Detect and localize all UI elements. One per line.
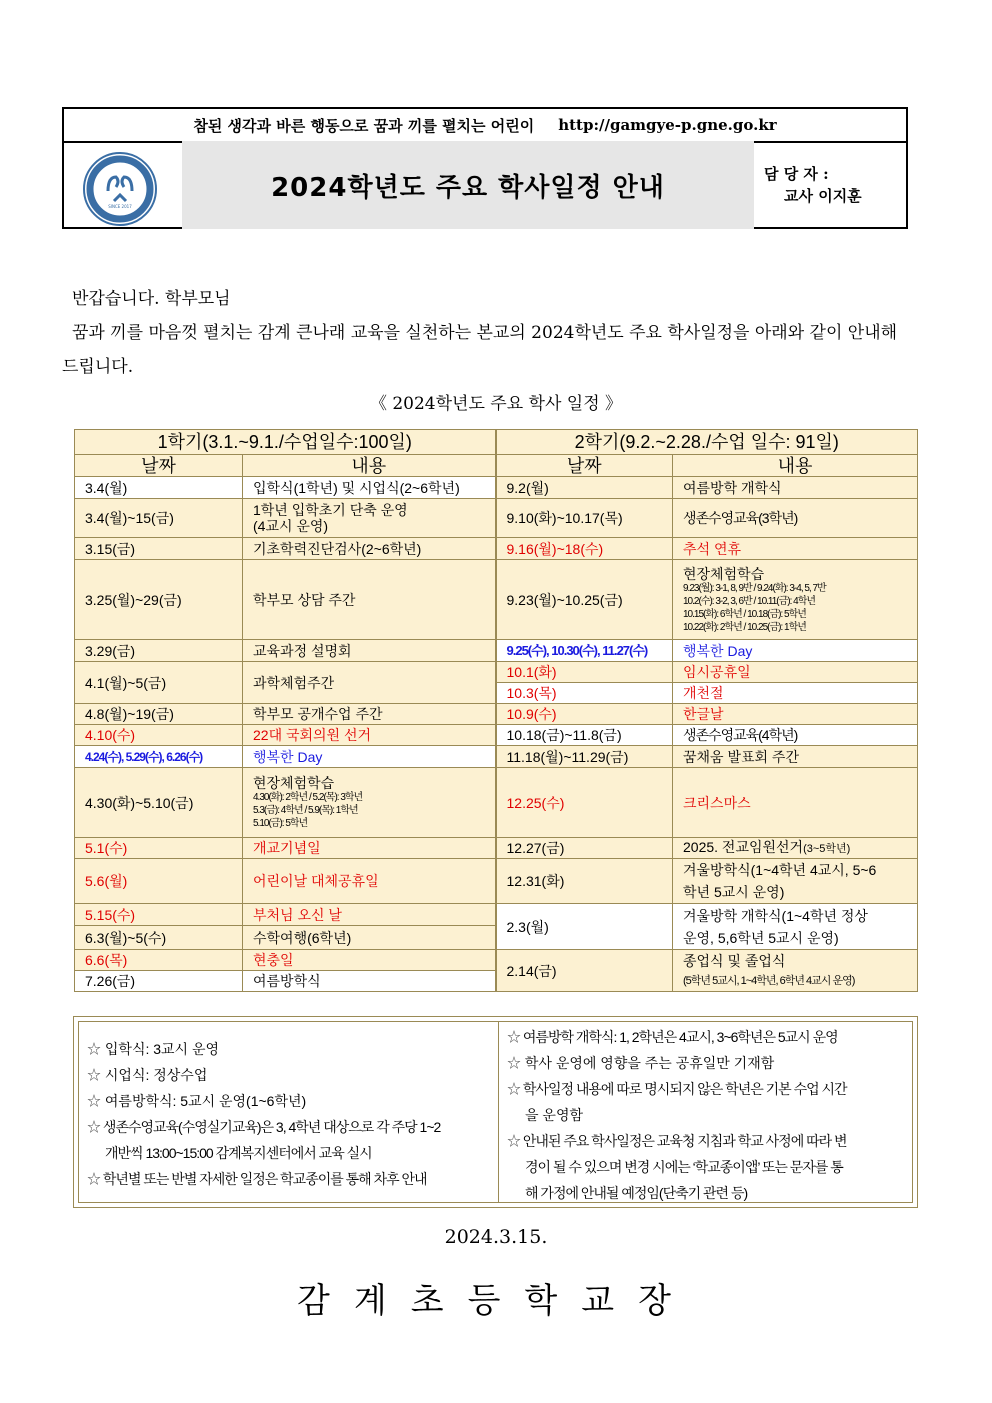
table-cell-content: 부처님 오신 날: [243, 904, 496, 926]
note-item: 을 운영함: [525, 1107, 583, 1123]
col-date-header: 날짜: [496, 455, 673, 477]
table-cell-content: 행복한 Day: [243, 746, 496, 768]
school-url[interactable]: http://gamgye-p.gne.go.kr: [558, 116, 777, 134]
signature-line: 감계초등학교장: [297, 1281, 695, 1321]
table-cell-date: 4.30(화)~5.10(금): [75, 768, 243, 838]
table-cell-content: 종업식 및 졸업식 (5학년 5교시, 1~4학년, 6학년 4교시 운영): [673, 950, 918, 992]
note-item: ☆ 시업식: 정상수업: [87, 1067, 208, 1083]
table-cell-content: 꿈채움 발표회 주간: [673, 746, 918, 768]
note-item: 해 가정에 안내될 예정임(단축기 관련 등): [525, 1185, 748, 1201]
schedule-title: 《 2024학년도 주요 학사 일정 》: [369, 394, 623, 414]
table-cell-content: 1학년 입학초기 단축 운영 (4교시 운영): [243, 499, 496, 538]
table-cell-date: 3.15(금): [75, 538, 243, 560]
table-cell-content: 과학체험주간: [243, 662, 496, 704]
motto-text: 참된 생각과 바른 행동으로 꿈과 끼를 펼치는 어린이: [193, 116, 535, 135]
table-cell-date: 10.9(수): [496, 704, 673, 725]
table-cell-date: 4.10(수): [75, 725, 243, 746]
table-cell-content: 교육과정 설명회: [243, 640, 496, 662]
table-cell-date: 9.23(월)~10.25(금): [496, 560, 673, 640]
note-item: ☆ 학사일정 내용에 따로 명시되지 않은 학년은 기본 수업 시간: [507, 1081, 847, 1097]
note-item: ☆ 생존수영교육(수영실기교육)은 3, 4학년 대상으로 각 주당 1~2: [87, 1119, 441, 1135]
table-cell-content: 기초학력진단검사(2~6학년): [243, 538, 496, 560]
table-cell-content: 현충일: [243, 950, 496, 971]
table-cell-content: 생존수영교육(4학년): [673, 725, 918, 746]
note-item: ☆ 입학식: 3교시 운영: [87, 1041, 220, 1057]
notes-right: [499, 1022, 912, 1202]
note-item: ☆ 학사 운영에 영향을 주는 공휴일만 기재함: [507, 1055, 775, 1071]
table-cell-content: 생존수영교육(3학년): [673, 499, 918, 538]
table-cell-content: 행복한 Day: [673, 640, 918, 662]
table-cell-date: 3.25(월)~29(금): [75, 560, 243, 640]
motto-bar: [64, 109, 906, 143]
table-cell-content: 현장체험학습 9.23(월): 3-1, 8, 9반 / 9.24(화): 3-4, 5, 7반 10.2(수): 3-2, 3, 6반 / 10.11(금): 4학년 10.15(화): 6학년 / 10.18(금): 5학년 10.22(화): 2학년 / 10.25(금): 1학년: [673, 560, 918, 640]
table-cell-content: 입학식(1학년) 및 시업식(2~6학년): [243, 477, 496, 499]
table-cell-content: 여름방학 개학식: [673, 477, 918, 499]
table-cell-date: 5.15(수): [75, 904, 243, 926]
intro-text: [62, 282, 912, 384]
table-cell-date: 2.3(월): [496, 904, 673, 950]
greeting: 반갑습니다. 학부모님: [72, 289, 231, 309]
note-item: 경이 될 수 있으며 변경 시에는 ‘학교종이앱’ 또는 문자를 통: [525, 1159, 843, 1175]
header-box: [62, 107, 908, 229]
table-cell-date: 12.25(수): [496, 768, 673, 838]
table-cell-content: 수학여행(6학년): [243, 926, 496, 950]
manager-info: [764, 163, 862, 207]
table-cell-date: 6.6(목): [75, 950, 243, 971]
col-date-header: 날짜: [75, 455, 243, 477]
manager-label: 담 당 자 :: [764, 165, 829, 183]
schedule-table: [74, 429, 918, 992]
table-cell-date: 3.4(월): [75, 477, 243, 499]
table-cell-content: 크리스마스: [673, 768, 918, 838]
semester2-header: 2학기(9.2.~2.28./수업 일수: 91일): [496, 430, 918, 455]
table-cell-date: 4.8(월)~19(금): [75, 704, 243, 725]
note-item: ☆ 안내된 주요 학사일정은 교육청 지침과 학교 사정에 따라 변: [507, 1133, 847, 1149]
table-cell-date: 12.27(금): [496, 838, 673, 859]
intro-body: 꿈과 끼를 마음껏 펼치는 감계 큰나래 교육을 실천하는 본교의 2024학년도 주요 학사일정을 아래와 같이 안내해 드립니다.: [62, 323, 898, 377]
table-cell-content: 22대 국회의원 선거: [243, 725, 496, 746]
table-cell-date: 4.24(수), 5.29(수), 6.26(수): [75, 746, 243, 768]
table-cell-content: 임시공휴일: [673, 662, 918, 683]
table-cell-date: 5.6(월): [75, 859, 243, 904]
table-cell-date: 11.18(월)~11.29(금): [496, 746, 673, 768]
col-content-header: 내용: [673, 455, 918, 477]
table-cell-content: 학부모 상담 주간: [243, 560, 496, 640]
table-cell-date: 2.14(금): [496, 950, 673, 992]
notes-box: [73, 1016, 918, 1208]
table-cell-date: 7.26(금): [75, 971, 243, 992]
table-cell-date: 9.10(화)~10.17(목): [496, 499, 673, 538]
table-cell-date: 10.18(금)~11.8(금): [496, 725, 673, 746]
table-cell-date: 9.2(월): [496, 477, 673, 499]
table-cell-date: 4.1(월)~5(금): [75, 662, 243, 704]
table-cell-content: 한글날: [673, 704, 918, 725]
notes-left: [79, 1022, 499, 1202]
note-item: ☆ 여름방학 개학식: 1, 2학년은 4교시, 3~6학년은 5교시 운영: [507, 1029, 838, 1045]
table-cell-content: 겨울방학 개학식(1~4학년 정상 운영, 5,6학년 5교시 운영): [673, 904, 918, 950]
col-content-header: 내용: [243, 455, 496, 477]
table-cell-content: 2025. 전교임원선거(3~5학년): [673, 838, 918, 859]
table-cell-content: 겨울방학식(1~4학년 4교시, 5~6 학년 5교시 운영): [673, 859, 918, 904]
table-cell-content: 학부모 공개수업 주간: [243, 704, 496, 725]
table-cell-date: 10.1(화): [496, 662, 673, 683]
table-cell-content: 어린이날 대체공휴일: [243, 859, 496, 904]
table-cell-date: 6.3(월)~5(수): [75, 926, 243, 950]
table-cell-date: 12.31(화): [496, 859, 673, 904]
table-cell-date: 9.16(월)~18(수): [496, 538, 673, 560]
note-item: ☆ 학년별 또는 반별 자세한 일정은 학교종이를 통해 차후 안내: [87, 1171, 427, 1187]
table-cell-content: 개천절: [673, 683, 918, 704]
table-cell-date: 9.25(수), 10.30(수), 11.27(수): [496, 640, 673, 662]
note-item: ☆ 여름방학식: 5교시 운영(1~6학년): [87, 1093, 307, 1109]
logo-text: SINCE 2017: [108, 204, 132, 209]
table-cell-date: 3.29(금): [75, 640, 243, 662]
table-cell-date: 3.4(월)~15(금): [75, 499, 243, 538]
school-logo-icon: [82, 151, 158, 227]
table-cell-content: 개교기념일: [243, 838, 496, 859]
semester1-header: 1학기(3.1.~9.1./수업일수:100일): [75, 430, 496, 455]
table-cell-content: 여름방학식: [243, 971, 496, 992]
table-cell-date: 5.1(수): [75, 838, 243, 859]
table-cell-content: 현장체험학습 4.30(화): 2학년 / 5.2(목): 3학년 5.3(금): 4학년 / 5.9(목): 1학년 5.10(금): 5학년: [243, 768, 496, 838]
table-cell-date: 10.3(목): [496, 683, 673, 704]
table-cell-content: 추석 연휴: [673, 538, 918, 560]
document-date: 2024.3.15.: [444, 1226, 548, 1248]
manager-name: 교사 이지훈: [784, 187, 862, 205]
page-title: 2024학년도 주요 학사일정 안내: [182, 141, 754, 229]
note-item: 개반씩 13:00~15:00 감계복지센터에서 교육 실시: [105, 1145, 372, 1161]
